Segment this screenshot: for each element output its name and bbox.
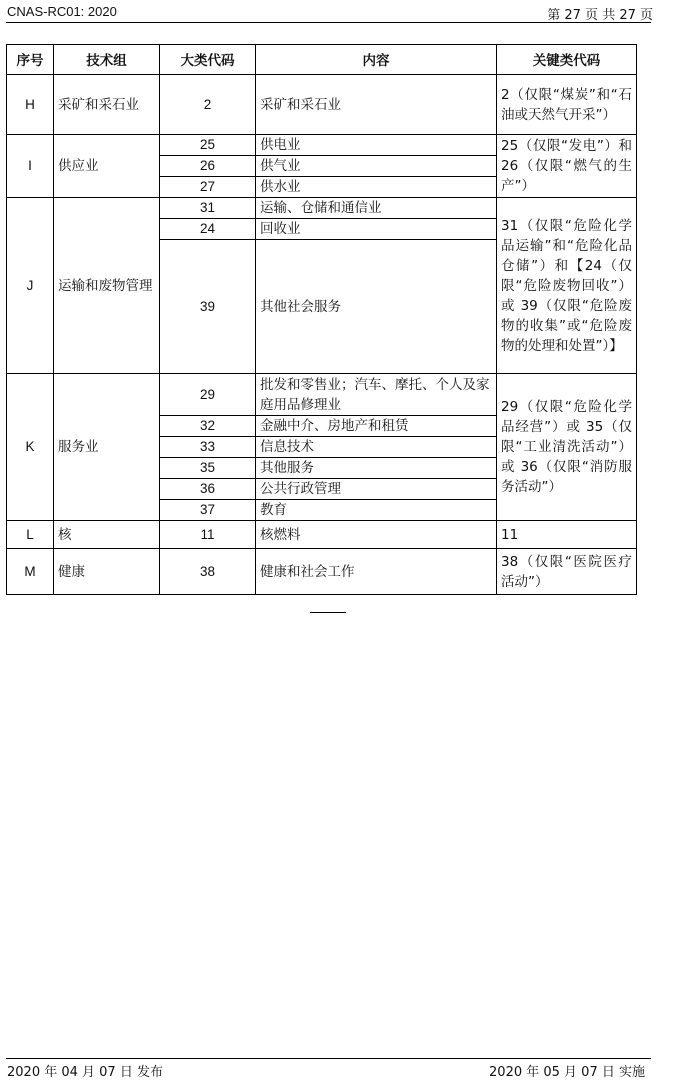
key-code-cell: 25（仅限“发电”）和 26（仅限“燃气的生产”） bbox=[497, 135, 637, 198]
code-cell: 32 bbox=[160, 416, 256, 437]
group-cell: 健康 bbox=[54, 549, 160, 595]
code-cell: 24 bbox=[160, 219, 256, 240]
seq-cell: M bbox=[7, 549, 54, 595]
content-cell: 教育 bbox=[256, 500, 497, 521]
table-header-row bbox=[7, 45, 637, 75]
content-cell: 健康和社会工作 bbox=[256, 549, 497, 595]
code-cell: 38 bbox=[160, 549, 256, 595]
issue-date: 2020 年 04 月 07 日 发布 bbox=[7, 1065, 163, 1080]
seq-cell: L bbox=[7, 521, 54, 549]
code-cell: 26 bbox=[160, 156, 256, 177]
code-cell: 39 bbox=[160, 240, 256, 374]
content-cell: 批发和零售业；汽车、摩托、个人及家庭用品修理业 bbox=[256, 374, 497, 416]
key-code-cell: 31（仅限“危险化学品运输”和“危险化品仓储”）和【24（仅限“危险废物回收”）或 39（仅限“危险废物的收集”或“危险废物的处理和处置”）】 bbox=[497, 198, 637, 374]
content-cell: 供电业 bbox=[256, 135, 497, 156]
technical-group-table bbox=[6, 44, 637, 595]
code-cell: 2 bbox=[160, 75, 256, 135]
code-cell: 25 bbox=[160, 135, 256, 156]
header-rule bbox=[6, 22, 651, 23]
code-cell: 35 bbox=[160, 458, 256, 479]
table-row bbox=[7, 135, 637, 156]
group-cell: 运输和废物管理 bbox=[54, 198, 160, 374]
content-cell: 其他服务 bbox=[256, 458, 497, 479]
content-cell: 回收业 bbox=[256, 219, 497, 240]
group-cell: 供应业 bbox=[54, 135, 160, 198]
footer-rule bbox=[6, 1058, 651, 1059]
header-key-code: 关键类代码 bbox=[497, 45, 637, 75]
key-code-cell: 2（仅限“煤炭”和“石油或天然气开采”） bbox=[497, 75, 637, 135]
effective-date: 2020 年 05 月 07 日 实施 bbox=[489, 1065, 645, 1080]
group-cell: 采矿和采石业 bbox=[54, 75, 160, 135]
content-cell: 供水业 bbox=[256, 177, 497, 198]
code-cell: 37 bbox=[160, 500, 256, 521]
code-cell: 29 bbox=[160, 374, 256, 416]
header-seq: 序号 bbox=[7, 45, 54, 75]
table-row bbox=[7, 549, 637, 595]
page-info: 第 27 页 共 27 页 bbox=[547, 8, 653, 23]
seq-cell: K bbox=[7, 374, 54, 521]
table-row bbox=[7, 75, 637, 135]
table-row bbox=[7, 374, 637, 416]
code-cell: 33 bbox=[160, 437, 256, 458]
content-cell: 供气业 bbox=[256, 156, 497, 177]
code-cell: 11 bbox=[160, 521, 256, 549]
seq-cell: H bbox=[7, 75, 54, 135]
end-of-document-mark bbox=[310, 612, 346, 613]
key-code-cell: 38（仅限“医院医疗活动”） bbox=[497, 549, 637, 595]
key-code-cell: 29（仅限“危险化学品经营”）或 35（仅限“工业清洗活动”）或 36（仅限“消防服务活动”） bbox=[497, 374, 637, 521]
seq-cell: J bbox=[7, 198, 54, 374]
header-group: 技术组 bbox=[54, 45, 160, 75]
code-cell: 31 bbox=[160, 198, 256, 219]
seq-cell: I bbox=[7, 135, 54, 198]
header-code: 大类代码 bbox=[160, 45, 256, 75]
content-cell: 核燃料 bbox=[256, 521, 497, 549]
content-cell: 其他社会服务 bbox=[256, 240, 497, 374]
content-cell: 运输、仓储和通信业 bbox=[256, 198, 497, 219]
table-row bbox=[7, 521, 637, 549]
document-code: CNAS-RC01: 2020 bbox=[7, 4, 117, 19]
content-cell: 信息技术 bbox=[256, 437, 497, 458]
content-cell: 采矿和采石业 bbox=[256, 75, 497, 135]
content-cell: 公共行政管理 bbox=[256, 479, 497, 500]
code-cell: 36 bbox=[160, 479, 256, 500]
content-cell: 金融中介、房地产和租赁 bbox=[256, 416, 497, 437]
table-row bbox=[7, 198, 637, 219]
code-cell: 27 bbox=[160, 177, 256, 198]
key-code-cell: 11 bbox=[497, 521, 637, 549]
header-content: 内容 bbox=[256, 45, 497, 75]
group-cell: 服务业 bbox=[54, 374, 160, 521]
group-cell: 核 bbox=[54, 521, 160, 549]
